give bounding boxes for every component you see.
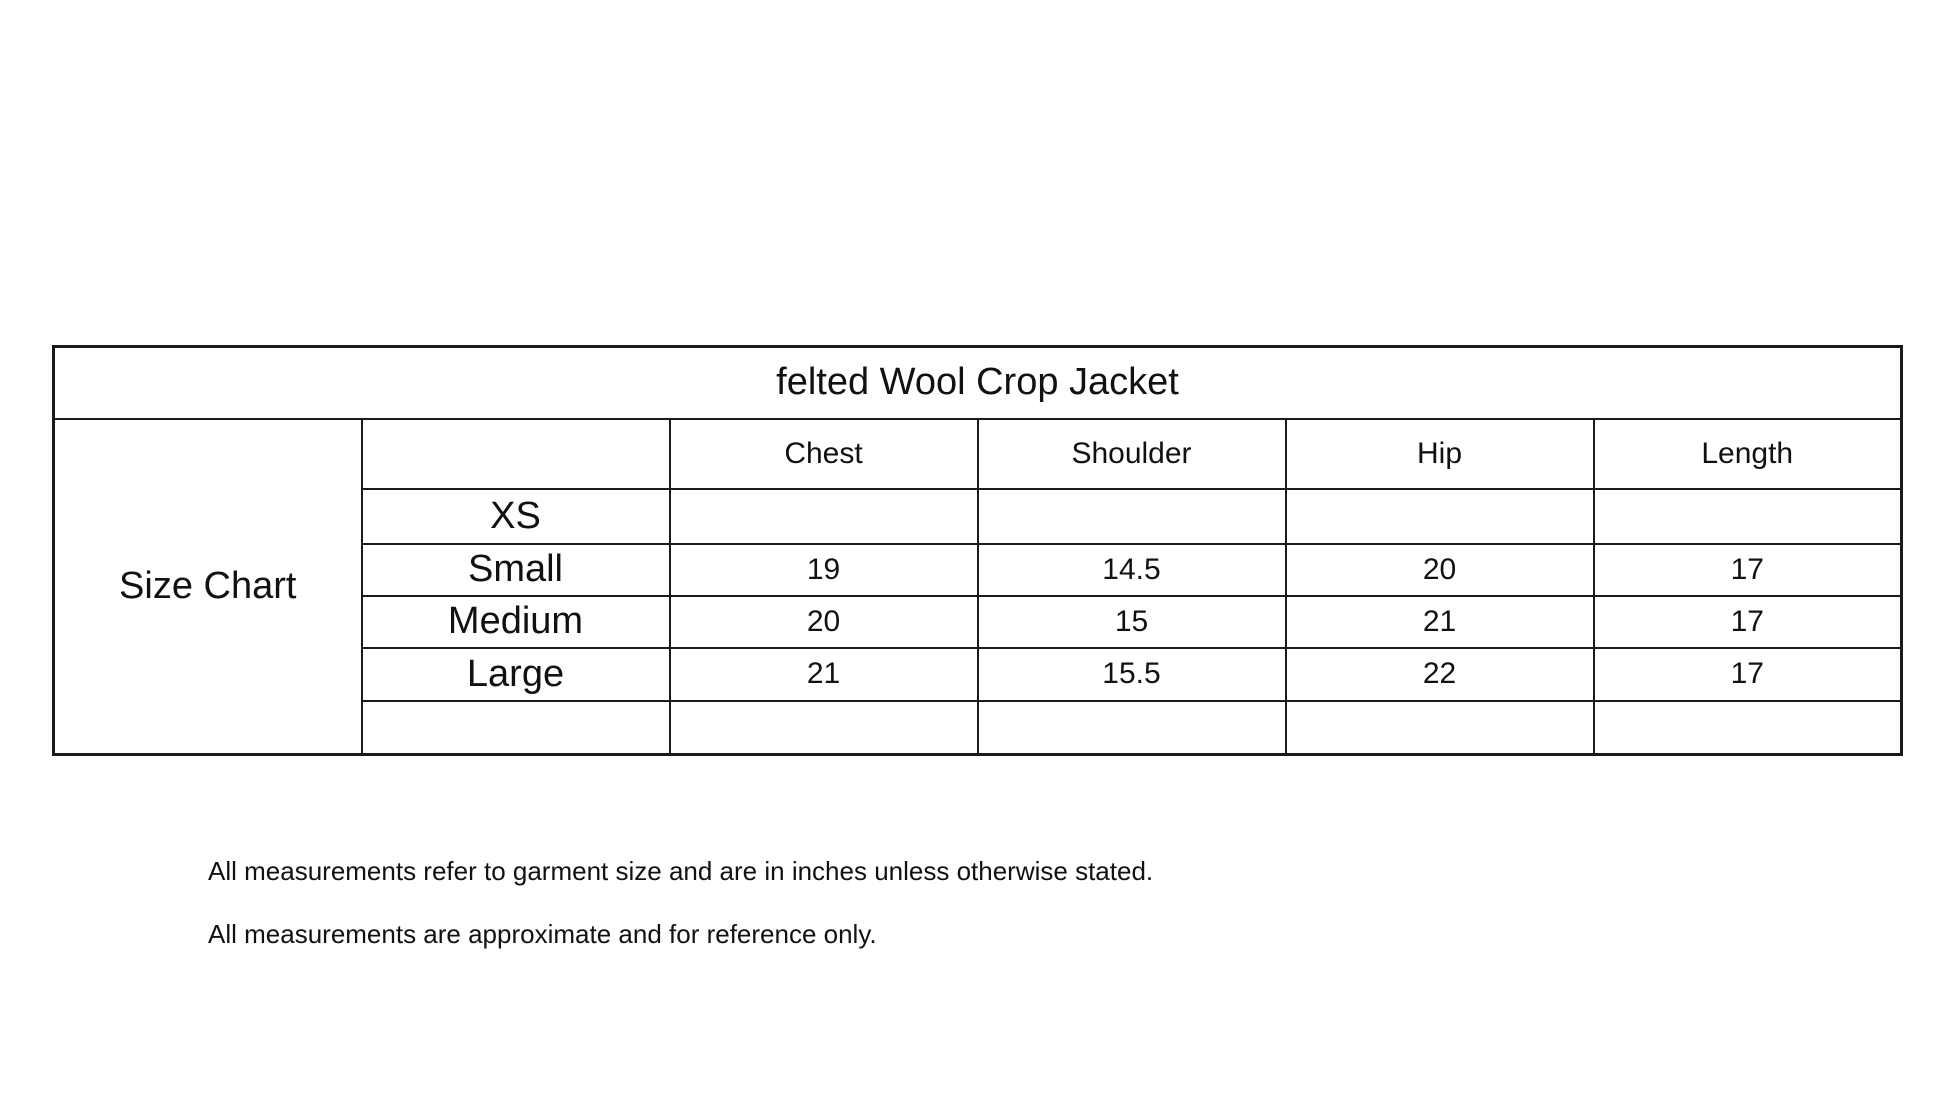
cell-empty-chest [670,701,978,755]
cell-xs-hip [1286,489,1594,544]
cell-small-shoulder: 14.5 [978,544,1286,596]
measurement-notes [208,856,1153,950]
cell-large-shoulder: 15.5 [978,648,1286,701]
cell-empty-hip [1286,701,1594,755]
cell-medium-chest: 20 [670,596,978,648]
cell-small-length: 17 [1594,544,1902,596]
row-label-medium: Medium [362,596,670,648]
table-title: felted Wool Crop Jacket [54,347,1902,419]
cell-large-length: 17 [1594,648,1902,701]
column-header-shoulder: Shoulder [978,419,1286,489]
size-chart-label: Size Chart [54,419,362,755]
cell-xs-length [1594,489,1902,544]
cell-empty-shoulder [978,701,1286,755]
row-label-small: Small [362,544,670,596]
cell-medium-hip: 21 [1286,596,1594,648]
column-header-hip: Hip [1286,419,1594,489]
cell-xs-chest [670,489,978,544]
header-row [54,419,1902,489]
cell-small-hip: 20 [1286,544,1594,596]
column-header-chest: Chest [670,419,978,489]
cell-large-hip: 22 [1286,648,1594,701]
row-label-empty [362,701,670,755]
note-measurements-approximate: All measurements are approximate and for reference only. [208,919,877,949]
cell-medium-shoulder: 15 [978,596,1286,648]
note-measurements-units: All measurements refer to garment size and are in inches unless otherwise stated. [208,856,1154,886]
column-header-length: Length [1594,419,1902,489]
column-header-size [362,419,670,489]
cell-medium-length: 17 [1594,596,1902,648]
row-label-large: Large [362,648,670,701]
cell-small-chest: 19 [670,544,978,596]
cell-large-chest: 21 [670,648,978,701]
title-row [54,347,1902,419]
size-chart-table [52,345,1903,756]
cell-empty-length [1594,701,1902,755]
row-label-xs: XS [362,489,670,544]
cell-xs-shoulder [978,489,1286,544]
